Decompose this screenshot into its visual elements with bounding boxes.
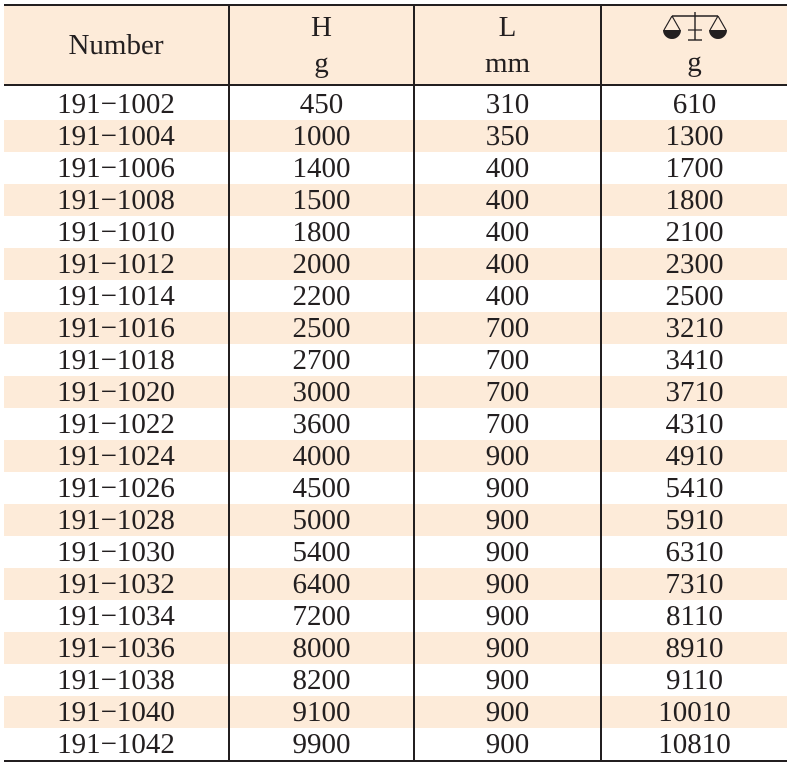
header-number <box>4 5 229 85</box>
cell-weight-g: 4910 <box>665 440 724 472</box>
cell-l-mm: 310 <box>414 85 601 120</box>
cell-l-mm: 400 <box>414 152 601 184</box>
cell-l-mm: 900 <box>414 728 601 761</box>
cell-weight-g: 2100 <box>665 216 724 248</box>
cell-number: 191−1008 <box>4 184 229 216</box>
cell-h-g: 8000 <box>229 632 414 664</box>
cell-number: 191−1002 <box>4 85 229 120</box>
table-row <box>4 568 787 600</box>
cell-h-g: 1000 <box>229 120 414 152</box>
cell-number: 191−1022 <box>4 408 229 440</box>
cell-number: 191−1036 <box>4 632 229 664</box>
cell-number: 191−1040 <box>4 696 229 728</box>
cell-weight-g: 8910 <box>665 632 724 664</box>
cell-number: 191−1034 <box>4 600 229 632</box>
cell-l-mm: 900 <box>414 536 601 568</box>
cell-h-g: 6400 <box>229 568 414 600</box>
cell-number: 191−1032 <box>4 568 229 600</box>
cell-h-g: 2200 <box>229 280 414 312</box>
cell-l-mm: 350 <box>414 120 601 152</box>
cell-h-g: 9900 <box>229 728 414 761</box>
cell-weight-g: 10010 <box>658 696 731 728</box>
cell-number: 191−1010 <box>4 216 229 248</box>
cell-l-mm: 700 <box>414 312 601 344</box>
header-l-unit: mm <box>484 47 531 79</box>
table-row <box>4 408 787 440</box>
cell-number: 191−1004 <box>4 120 229 152</box>
cell-h-g: 8200 <box>229 664 414 696</box>
table-row <box>4 600 787 632</box>
cell-h-g: 1500 <box>229 184 414 216</box>
cell-number: 191−1006 <box>4 152 229 184</box>
table-row <box>4 472 787 504</box>
cell-weight-g: 5410 <box>665 472 724 504</box>
table-row <box>4 280 787 312</box>
cell-number: 191−1030 <box>4 536 229 568</box>
cell-weight-g: 6310 <box>665 536 724 568</box>
cell-l-mm: 900 <box>414 568 601 600</box>
header-number-label: Number <box>68 29 164 61</box>
table-row <box>4 632 787 664</box>
cell-weight-g: 7310 <box>665 568 724 600</box>
table-header <box>4 5 787 85</box>
cell-number: 191−1020 <box>4 376 229 408</box>
cell-h-g: 450 <box>229 85 414 120</box>
cell-l-mm: 900 <box>414 696 601 728</box>
cell-l-mm: 700 <box>414 408 601 440</box>
cell-h-g: 5000 <box>229 504 414 536</box>
table-row <box>4 728 787 761</box>
cell-number: 191−1024 <box>4 440 229 472</box>
cell-weight-g: 3210 <box>665 312 724 344</box>
cell-l-mm: 700 <box>414 376 601 408</box>
cell-weight-g: 3410 <box>665 344 724 376</box>
header-row <box>4 5 787 85</box>
table-row <box>4 85 787 120</box>
cell-l-mm: 900 <box>414 440 601 472</box>
cell-weight-g: 10810 <box>601 728 787 761</box>
cell-weight-g: 610 <box>672 88 717 120</box>
table-row <box>4 504 787 536</box>
cell-weight-g: 4310 <box>665 408 724 440</box>
cell-number: 191−1038 <box>4 664 229 696</box>
cell-l-mm: 700 <box>414 344 601 376</box>
table-row <box>4 696 787 728</box>
header-l-label: L <box>498 11 517 43</box>
cell-weight-g: 9110 <box>666 664 723 696</box>
cell-h-g: 9100 <box>229 696 414 728</box>
table-row <box>4 152 787 184</box>
cell-weight-g: 1300 <box>665 120 724 152</box>
cell-h-g: 1800 <box>229 216 414 248</box>
cell-weight-g: 8110 <box>666 600 723 632</box>
cell-h-g: 7200 <box>229 600 414 632</box>
balance-scale-icon <box>662 10 728 44</box>
cell-l-mm: 900 <box>414 664 601 696</box>
spec-table-container <box>4 4 787 765</box>
cell-number: 191−1028 <box>4 504 229 536</box>
table-body <box>4 85 787 761</box>
header-weight-unit: g <box>687 46 702 78</box>
table-row <box>4 664 787 696</box>
header-h-unit: g <box>314 47 329 79</box>
table-row <box>4 216 787 248</box>
cell-number: 191−1012 <box>4 248 229 280</box>
cell-h-g: 3000 <box>229 376 414 408</box>
cell-h-g: 3600 <box>229 408 414 440</box>
cell-weight-g: 2300 <box>665 248 724 280</box>
cell-l-mm: 900 <box>414 600 601 632</box>
cell-l-mm: 400 <box>414 216 601 248</box>
header-h <box>229 5 414 85</box>
table-row <box>4 312 787 344</box>
header-l <box>414 5 601 85</box>
cell-number: 191−1016 <box>4 312 229 344</box>
cell-h-g: 1400 <box>229 152 414 184</box>
table-row <box>4 344 787 376</box>
table-row <box>4 440 787 472</box>
table-row <box>4 248 787 280</box>
header-h-label: H <box>311 11 332 43</box>
cell-h-g: 4500 <box>229 472 414 504</box>
cell-h-g: 4000 <box>229 440 414 472</box>
cell-weight-g: 1800 <box>665 184 724 216</box>
cell-number: 191−1026 <box>4 472 229 504</box>
cell-l-mm: 400 <box>414 248 601 280</box>
cell-h-g: 5400 <box>229 536 414 568</box>
table-row <box>4 376 787 408</box>
cell-h-g: 2000 <box>229 248 414 280</box>
cell-weight-g: 1700 <box>665 152 724 184</box>
cell-l-mm: 400 <box>414 184 601 216</box>
cell-l-mm: 900 <box>414 632 601 664</box>
cell-number: 191−1014 <box>4 280 229 312</box>
cell-h-g: 2500 <box>229 312 414 344</box>
header-weight <box>601 5 787 85</box>
cell-number: 191−1018 <box>4 344 229 376</box>
cell-weight-g: 5910 <box>665 504 724 536</box>
cell-number: 191−1042 <box>4 728 229 761</box>
cell-l-mm: 400 <box>414 280 601 312</box>
cell-h-g: 2700 <box>229 344 414 376</box>
table-row <box>4 536 787 568</box>
table-row <box>4 184 787 216</box>
cell-weight-g: 2500 <box>665 280 724 312</box>
cell-l-mm: 900 <box>414 472 601 504</box>
cell-weight-g: 3710 <box>665 376 724 408</box>
cell-l-mm: 900 <box>414 504 601 536</box>
table-row <box>4 120 787 152</box>
spec-table <box>4 4 787 762</box>
